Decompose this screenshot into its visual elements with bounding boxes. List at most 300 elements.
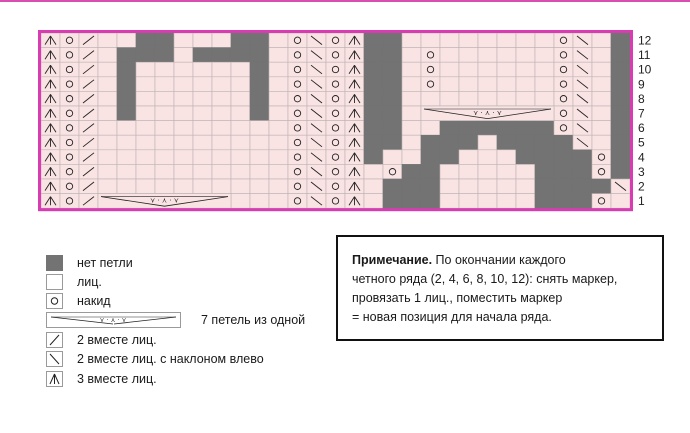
chart-cell <box>421 150 440 165</box>
chart-cell <box>364 62 383 77</box>
chart-cell <box>611 48 630 63</box>
chart-cell <box>136 164 155 179</box>
chart-cell <box>497 121 516 136</box>
chart-cell <box>402 150 421 165</box>
chart-cell <box>459 179 478 194</box>
chart-cell <box>402 121 421 136</box>
legend-label-seven-from-one: 7 петель из одной <box>201 313 306 327</box>
chart-cell <box>155 121 174 136</box>
legend-label-no-stitch: нет петли <box>77 256 133 270</box>
chart-cell <box>174 77 193 92</box>
chart-cell <box>554 91 573 106</box>
chart-cell <box>117 106 136 121</box>
legend-row-yarn-over <box>46 292 111 310</box>
row-number-label: 4 <box>638 150 645 165</box>
k3tog-icon <box>47 372 62 386</box>
chart-cell <box>478 150 497 165</box>
chart-cell <box>364 33 383 48</box>
chart-cell <box>269 91 288 106</box>
chart-cell <box>155 77 174 92</box>
chart-cell <box>573 179 592 194</box>
chart-cell <box>269 150 288 165</box>
row-number-label: 1 <box>638 194 645 209</box>
chart-cell <box>459 91 478 106</box>
chart-cell <box>421 135 440 150</box>
chart-cell <box>231 164 250 179</box>
chart-cell <box>212 135 231 150</box>
chart-cell <box>592 106 611 121</box>
chart-cell <box>497 77 516 92</box>
chart-cell <box>212 91 231 106</box>
chart-cell <box>269 62 288 77</box>
ssk-icon <box>47 352 62 366</box>
chart-cell <box>497 194 516 209</box>
chart-cell <box>98 135 117 150</box>
chart-cell <box>440 164 459 179</box>
chart-cell <box>402 135 421 150</box>
chart-cell <box>136 150 155 165</box>
chart-cell <box>193 77 212 92</box>
chart-cell <box>250 194 269 209</box>
row-number-label: 10 <box>638 62 652 77</box>
chart-cell <box>478 179 497 194</box>
chart-cell <box>269 33 288 48</box>
chart-cell <box>459 62 478 77</box>
chart-cell <box>421 77 440 92</box>
chart-cell <box>288 179 307 194</box>
chart-cell <box>497 164 516 179</box>
chart-cell <box>212 179 231 194</box>
chart-cell <box>364 150 383 165</box>
chart-cell <box>402 106 421 121</box>
chart-cell <box>611 77 630 92</box>
chart-cell <box>212 33 231 48</box>
chart-cell <box>250 135 269 150</box>
chart-cell <box>592 179 611 194</box>
chart-cell <box>269 194 288 209</box>
chart-cell <box>98 106 117 121</box>
chart-cell <box>364 91 383 106</box>
chart-cell <box>98 33 117 48</box>
legend-row-ssk <box>46 350 264 368</box>
chart-cell <box>497 91 516 106</box>
chart-cell <box>554 48 573 63</box>
chart-cell <box>516 194 535 209</box>
chart-cell <box>516 121 535 136</box>
chart-cell <box>383 62 402 77</box>
chart-cell <box>535 91 554 106</box>
chart-cell <box>193 62 212 77</box>
chart-cell <box>478 62 497 77</box>
note-line-3: провязать 1 лиц., поместить маркер <box>352 291 563 305</box>
chart-cell <box>326 179 345 194</box>
chart-cell <box>250 179 269 194</box>
chart-cell <box>440 33 459 48</box>
seven-from-one-icon: ⋎ · ⋏ · ⋎ <box>473 109 502 117</box>
chart-cell <box>364 77 383 92</box>
chart-cell <box>516 150 535 165</box>
chart-cell <box>193 121 212 136</box>
chart-cell <box>421 91 440 106</box>
seven-from-one-icon: ⋎ · ⋏ · ⋎ <box>150 196 179 205</box>
chart-cell <box>174 135 193 150</box>
chart-cell <box>421 33 440 48</box>
chart-cell <box>516 135 535 150</box>
chart-cell <box>383 33 402 48</box>
chart-cell <box>250 91 269 106</box>
chart-cell <box>383 77 402 92</box>
legend-label-k2tog: 2 вместе лиц. <box>77 333 157 347</box>
chart-cell <box>592 48 611 63</box>
chart-cell <box>516 179 535 194</box>
chart-cell <box>592 150 611 165</box>
chart-cell <box>174 164 193 179</box>
chart-cell <box>459 33 478 48</box>
chart-cell <box>440 62 459 77</box>
chart-cell <box>554 179 573 194</box>
chart-cell <box>231 62 250 77</box>
chart-cell <box>440 150 459 165</box>
chart-cell <box>383 48 402 63</box>
chart-cell <box>535 33 554 48</box>
chart-cell <box>231 121 250 136</box>
chart-cell <box>174 179 193 194</box>
chart-cell <box>136 106 155 121</box>
chart-cell <box>554 106 573 121</box>
chart-cell <box>117 48 136 63</box>
legend-row-k3tog <box>46 370 157 388</box>
row-number-label: 7 <box>638 106 645 121</box>
row-number-label: 2 <box>638 179 645 194</box>
chart-cell <box>421 179 440 194</box>
chart-cell <box>478 194 497 209</box>
row-number-label: 9 <box>638 77 645 92</box>
chart-cell <box>117 179 136 194</box>
chart-cell <box>459 77 478 92</box>
chart-cell <box>459 150 478 165</box>
chart-cell <box>497 48 516 63</box>
chart-cell <box>383 135 402 150</box>
chart-cell <box>60 48 79 63</box>
chart-cell <box>155 62 174 77</box>
chart-cell <box>535 77 554 92</box>
note-line-1: По окончании каждого <box>435 253 566 267</box>
chart-cell <box>421 121 440 136</box>
chart-cell <box>402 91 421 106</box>
chart-cell <box>155 164 174 179</box>
chart-cell <box>269 106 288 121</box>
legend-label-yarn-over: накид <box>77 294 111 308</box>
chart-cell <box>136 48 155 63</box>
chart-cell <box>98 77 117 92</box>
row-number-label: 5 <box>638 135 645 150</box>
chart-cell <box>554 135 573 150</box>
chart-cell <box>421 48 440 63</box>
chart-cell <box>497 179 516 194</box>
legend-row-no-stitch <box>46 254 133 272</box>
chart-cell <box>402 77 421 92</box>
chart-cell <box>288 150 307 165</box>
chart-cell <box>193 164 212 179</box>
chart-cell <box>288 121 307 136</box>
chart-cell <box>98 121 117 136</box>
legend-label-k3tog: 3 вместе лиц. <box>77 372 157 386</box>
chart-cell <box>402 48 421 63</box>
chart-cell <box>193 91 212 106</box>
chart-cell <box>573 194 592 209</box>
chart-cell <box>231 33 250 48</box>
legend-label-knit: лиц. <box>77 275 102 289</box>
chart-cell <box>212 48 231 63</box>
k3tog-swatch <box>46 371 63 387</box>
chart-cell <box>60 150 79 165</box>
chart-cell <box>402 194 421 209</box>
chart-cell <box>326 194 345 209</box>
chart-cell <box>326 77 345 92</box>
chart-cell <box>174 121 193 136</box>
chart-cell <box>136 62 155 77</box>
chart-cell <box>326 91 345 106</box>
chart-cell <box>459 164 478 179</box>
svg-text:⋎ · ⋏ · ⋎: ⋎ · ⋏ · ⋎ <box>99 316 127 324</box>
chart-cell <box>98 179 117 194</box>
chart-cell <box>478 91 497 106</box>
chart-cell <box>535 62 554 77</box>
chart-cell <box>117 91 136 106</box>
chart-cell <box>611 150 630 165</box>
chart-cell <box>326 48 345 63</box>
chart-cell <box>231 194 250 209</box>
chart-cell <box>117 33 136 48</box>
chart-cell <box>440 91 459 106</box>
chart-cell <box>269 164 288 179</box>
chart-cell <box>60 91 79 106</box>
chart-cell <box>288 194 307 209</box>
chart-cell <box>421 62 440 77</box>
chart-cell <box>592 121 611 136</box>
legend-row-k2tog <box>46 331 157 349</box>
no-stitch-swatch <box>46 255 63 271</box>
chart-cell <box>364 48 383 63</box>
chart-cell <box>383 106 402 121</box>
chart-cell <box>611 91 630 106</box>
note-line-4: = новая позиция для начала ряда. <box>352 310 552 324</box>
chart-cell <box>155 150 174 165</box>
row-number-label: 6 <box>638 121 645 136</box>
chart-cell <box>554 121 573 136</box>
chart-cell <box>478 77 497 92</box>
chart-cell <box>611 194 630 209</box>
chart-cell <box>117 150 136 165</box>
chart-cell <box>478 164 497 179</box>
chart-cell <box>611 33 630 48</box>
chart-cell <box>155 33 174 48</box>
chart-cell <box>60 106 79 121</box>
chart-cell <box>364 121 383 136</box>
chart-cell <box>231 91 250 106</box>
chart-cell <box>326 164 345 179</box>
chart-cell <box>478 135 497 150</box>
chart-cell <box>497 150 516 165</box>
chart-cell <box>269 179 288 194</box>
chart-cell <box>231 48 250 63</box>
chart-cell <box>117 121 136 136</box>
chart-cell <box>250 164 269 179</box>
note-line-2: четного ряда (2, 4, 6, 8, 10, 12): снять маркер, <box>352 272 618 286</box>
chart-cell <box>269 135 288 150</box>
chart-cell <box>231 77 250 92</box>
chart-cell <box>193 135 212 150</box>
chart-cell <box>60 179 79 194</box>
note-box <box>336 235 664 341</box>
chart-cell <box>402 33 421 48</box>
chart-cell <box>250 33 269 48</box>
chart-cell <box>155 179 174 194</box>
chart-cell <box>117 164 136 179</box>
chart-cell <box>326 121 345 136</box>
chart-cell <box>174 91 193 106</box>
chart-cell <box>174 62 193 77</box>
chart-cell <box>136 135 155 150</box>
chart-cell <box>383 164 402 179</box>
chart-cell <box>535 194 554 209</box>
chart-cell <box>212 164 231 179</box>
chart-cell <box>136 33 155 48</box>
chart-cell <box>98 150 117 165</box>
chart-cell <box>611 135 630 150</box>
chart-cell <box>611 164 630 179</box>
chart-cell <box>60 77 79 92</box>
chart-cell <box>288 164 307 179</box>
chart-cell <box>212 62 231 77</box>
chart-cell <box>136 77 155 92</box>
chart-cell <box>440 135 459 150</box>
chart-cell <box>250 150 269 165</box>
chart-cell <box>326 135 345 150</box>
chart-cell <box>288 62 307 77</box>
chart-cell <box>193 106 212 121</box>
chart-cell <box>98 164 117 179</box>
chart-cell <box>402 164 421 179</box>
chart-cell <box>155 48 174 63</box>
chart-cell <box>497 62 516 77</box>
chart-cell <box>611 62 630 77</box>
chart-cell <box>136 121 155 136</box>
chart-cell <box>60 62 79 77</box>
chart-cell <box>212 121 231 136</box>
chart-cell <box>60 164 79 179</box>
seven-from-one-swatch <box>46 312 181 328</box>
k2tog-swatch <box>46 332 63 348</box>
k2tog-icon <box>47 333 62 347</box>
chart-cell <box>364 194 383 209</box>
chart-cell <box>573 150 592 165</box>
chart-cell <box>383 179 402 194</box>
row-number-label: 8 <box>638 91 645 106</box>
chart-cell <box>364 106 383 121</box>
chart-cell <box>535 179 554 194</box>
chart-cell <box>117 77 136 92</box>
chart-cell <box>155 106 174 121</box>
chart-cell <box>212 150 231 165</box>
chart-cell <box>554 33 573 48</box>
legend-row-seven-from-one <box>46 311 305 329</box>
chart-cell <box>288 135 307 150</box>
chart-cell <box>516 48 535 63</box>
chart-cell <box>535 135 554 150</box>
chart-cell <box>174 150 193 165</box>
chart-cell <box>554 150 573 165</box>
chart-cell <box>136 91 155 106</box>
knit-swatch <box>46 274 63 290</box>
chart-cell <box>592 77 611 92</box>
chart-cell <box>269 48 288 63</box>
chart-cell <box>174 33 193 48</box>
chart-cell <box>554 77 573 92</box>
chart-cell <box>155 135 174 150</box>
chart-cell <box>516 164 535 179</box>
chart-cell <box>326 62 345 77</box>
chart-cell <box>440 179 459 194</box>
chart-cell <box>326 33 345 48</box>
yarn-over-swatch <box>46 293 63 309</box>
chart-cell <box>592 135 611 150</box>
chart-cell <box>459 48 478 63</box>
chart-cell <box>193 150 212 165</box>
chart-cell <box>231 150 250 165</box>
chart-cell <box>421 194 440 209</box>
chart-cell <box>383 91 402 106</box>
chart-cell <box>402 62 421 77</box>
chart-cell <box>212 106 231 121</box>
chart-cell <box>611 106 630 121</box>
chart-cell <box>288 33 307 48</box>
chart-cell <box>383 121 402 136</box>
chart-cell <box>60 33 79 48</box>
chart-cell <box>440 194 459 209</box>
chart-cell <box>478 48 497 63</box>
chart-cell <box>497 33 516 48</box>
chart-cell <box>326 106 345 121</box>
chart-cell <box>516 77 535 92</box>
chart-cell <box>250 77 269 92</box>
chart-cell <box>60 121 79 136</box>
chart-cell <box>592 62 611 77</box>
chart-cell <box>459 135 478 150</box>
chart-cell <box>288 48 307 63</box>
chart-cell <box>155 91 174 106</box>
chart-cell <box>478 121 497 136</box>
chart-cell <box>231 179 250 194</box>
chart-cell <box>516 33 535 48</box>
chart-cell <box>269 77 288 92</box>
chart-cell <box>98 62 117 77</box>
chart-cell <box>516 62 535 77</box>
chart-cell <box>193 179 212 194</box>
chart-cell <box>535 150 554 165</box>
chart-cell <box>174 106 193 121</box>
chart-cell <box>288 77 307 92</box>
chart-cell <box>592 33 611 48</box>
chart-cell <box>611 121 630 136</box>
chart-cell <box>592 91 611 106</box>
chart-cell <box>440 121 459 136</box>
chart-cell <box>364 135 383 150</box>
chart-cell <box>459 194 478 209</box>
chart-cell <box>535 121 554 136</box>
seven-from-one-icon <box>47 313 180 327</box>
chart-cell <box>117 62 136 77</box>
